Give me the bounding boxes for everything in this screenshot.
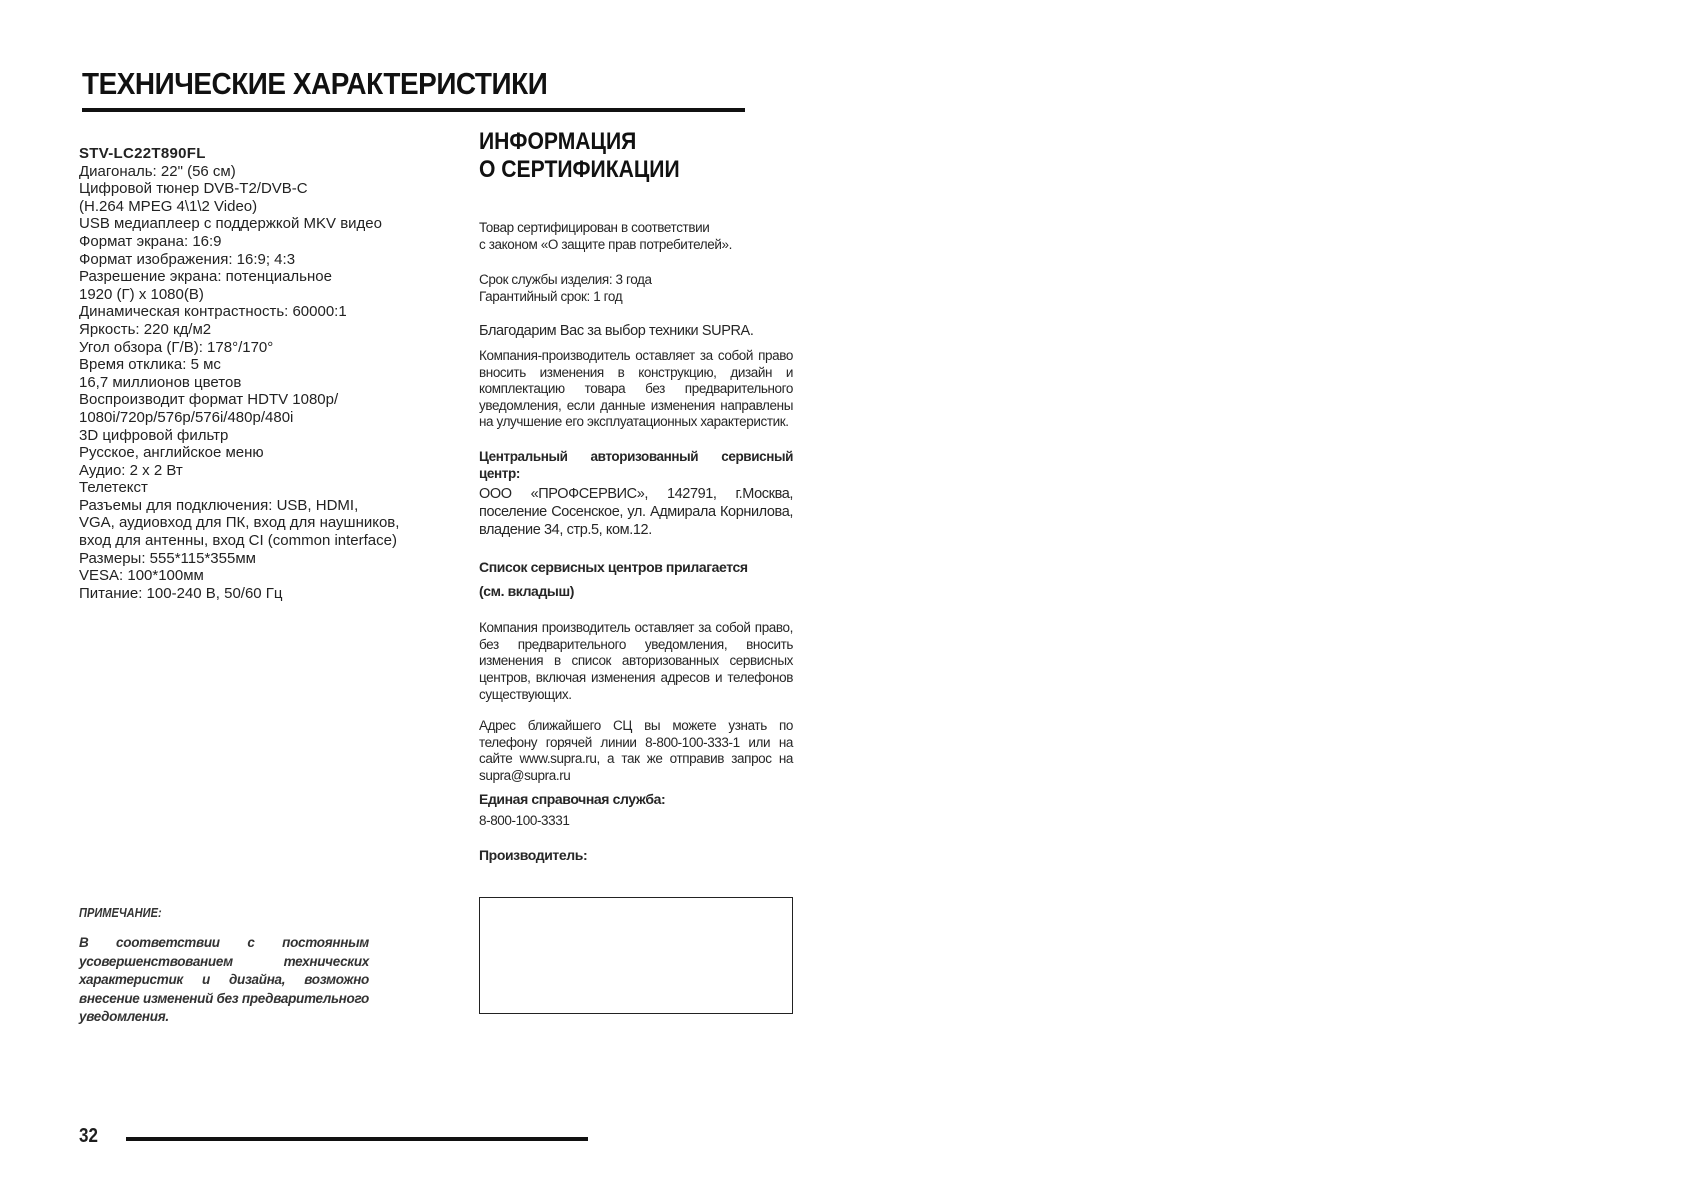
note-text: В соответствии с постоянным усовершенствованием технических характеристик и дизайна, возможно внесение изменений без предварительного уведомления.	[79, 935, 369, 1024]
spec-line: VESA: 100*100мм	[79, 567, 204, 585]
page-title: ТЕХНИЧЕСКИЕ ХАРАКТЕРИСТИКИ	[82, 66, 548, 101]
cert-statement-line-1: Товар сертифицирован в соответствии	[479, 220, 710, 235]
helpline-number: 8-800-100-3331	[479, 813, 570, 829]
spec-line: Воспроизводит формат HDTV 1080p/	[79, 391, 339, 409]
spec-line: Диагональ: 22" (56 см)	[79, 162, 236, 180]
certification-column	[479, 128, 793, 863]
service-list-line-1: Список сервисных центров прилагается	[479, 559, 748, 576]
spec-line: Цифровой тюнер DVB-T2/DVB-C	[79, 180, 308, 198]
thanks-text: Благодарим Вас за выбор техники SUPRA.	[479, 323, 754, 340]
manufacturer-title: Производитель:	[479, 846, 588, 863]
warranty-term: Гарантийный срок: 1 год	[479, 288, 623, 304]
spec-line: Формат экрана: 16:9	[79, 232, 222, 250]
spec-line: вход для антенны, вход CI (common interface)	[79, 532, 397, 550]
service-life: Срок службы изделия: 3 года	[479, 272, 652, 288]
note-block	[79, 905, 369, 1027]
spec-line: 16,7 миллионов цветов	[79, 373, 242, 391]
specs-block	[79, 145, 449, 602]
spec-line: 1920 (Г) x 1080(В)	[79, 285, 204, 303]
manufacturer-box	[479, 897, 793, 1014]
spec-line: VGA, аудиовход для ПК, вход для наушников,	[79, 514, 400, 532]
cert-statement	[479, 220, 793, 253]
cert-title	[479, 128, 755, 184]
spec-line: Время отклика: 5 мс	[79, 356, 221, 374]
company-rights-text: Компания-производитель оставляет за собой право вносить изменения в конструкцию, дизайн и комплектацию товара без предварительного уведомления, если данные изменения направлены на улучшение его эксплуатационных характеристик.	[479, 347, 793, 430]
spec-line: 1080i/720p/576p/576i/480p/480i	[79, 408, 294, 426]
cert-title-line-2: О СЕРТИФИКАЦИИ	[479, 156, 680, 183]
spec-line: Яркость: 220 кд/м2	[79, 320, 212, 338]
page-number: 32	[79, 1125, 98, 1147]
spec-line: 3D цифровой фильтр	[79, 426, 229, 444]
spec-line: Русское, английское меню	[79, 444, 264, 462]
footer-rule	[126, 1137, 588, 1141]
spec-line: USB медиаплеер с поддержкой MKV видео	[79, 215, 382, 233]
note-title: ПРИМЕЧАНИЕ:	[79, 905, 162, 920]
spec-line: Угол обзора (Г/В): 178°/170°	[79, 338, 274, 356]
spec-line: Питание: 100-240 В, 50/60 Гц	[79, 584, 283, 602]
helpline-title: Единая справочная служба:	[479, 791, 666, 808]
terms-block	[479, 272, 793, 305]
service-list-line-2: (см. вкладыш)	[479, 583, 575, 600]
spec-line: Телетекст	[79, 479, 148, 497]
spec-line: Разрешение экрана: потенциальное	[79, 268, 332, 286]
central-service-address: ООО «ПРОФСЕРВИС», 142791, г.Москва, поселение Сосенское, ул. Адмирала Корнилова, владение 34, стр.5, ком.12.	[479, 486, 793, 539]
spec-line: (H.264 MPEG 4\1\2 Video)	[79, 197, 258, 215]
cert-statement-line-2: с законом «О защите прав потребителей».	[479, 236, 732, 252]
spec-line: Формат изображения: 16:9; 4:3	[79, 250, 296, 268]
nearest-service-info: Адрес ближайшего СЦ вы можете узнать по телефону горячей линии 8-800-100-333-1 или на сайте www.supra.ru, а так же отправив запрос на supra@supra.ru	[479, 718, 793, 783]
spec-line: Размеры: 555*115*355мм	[79, 549, 256, 567]
spec-line: Разъемы для подключения: USB, HDMI,	[79, 496, 359, 514]
cert-title-line-1: ИНФОРМАЦИЯ	[479, 128, 637, 155]
title-underline	[82, 108, 745, 112]
central-service-title: Центральный авторизованный сервисный центр:	[479, 448, 793, 481]
model-name: STV-LC22T890FL	[79, 145, 206, 162]
spec-line: Аудио: 2 х 2 Вт	[79, 461, 183, 479]
service-list-notice: Компания производитель оставляет за собой право, без предварительного уведомления, вносить изменения в список авторизованных сервисных центров, включая изменения адресов и телефонов существующих.	[479, 620, 793, 702]
spec-line: Динамическая контрастность: 60000:1	[79, 303, 347, 321]
